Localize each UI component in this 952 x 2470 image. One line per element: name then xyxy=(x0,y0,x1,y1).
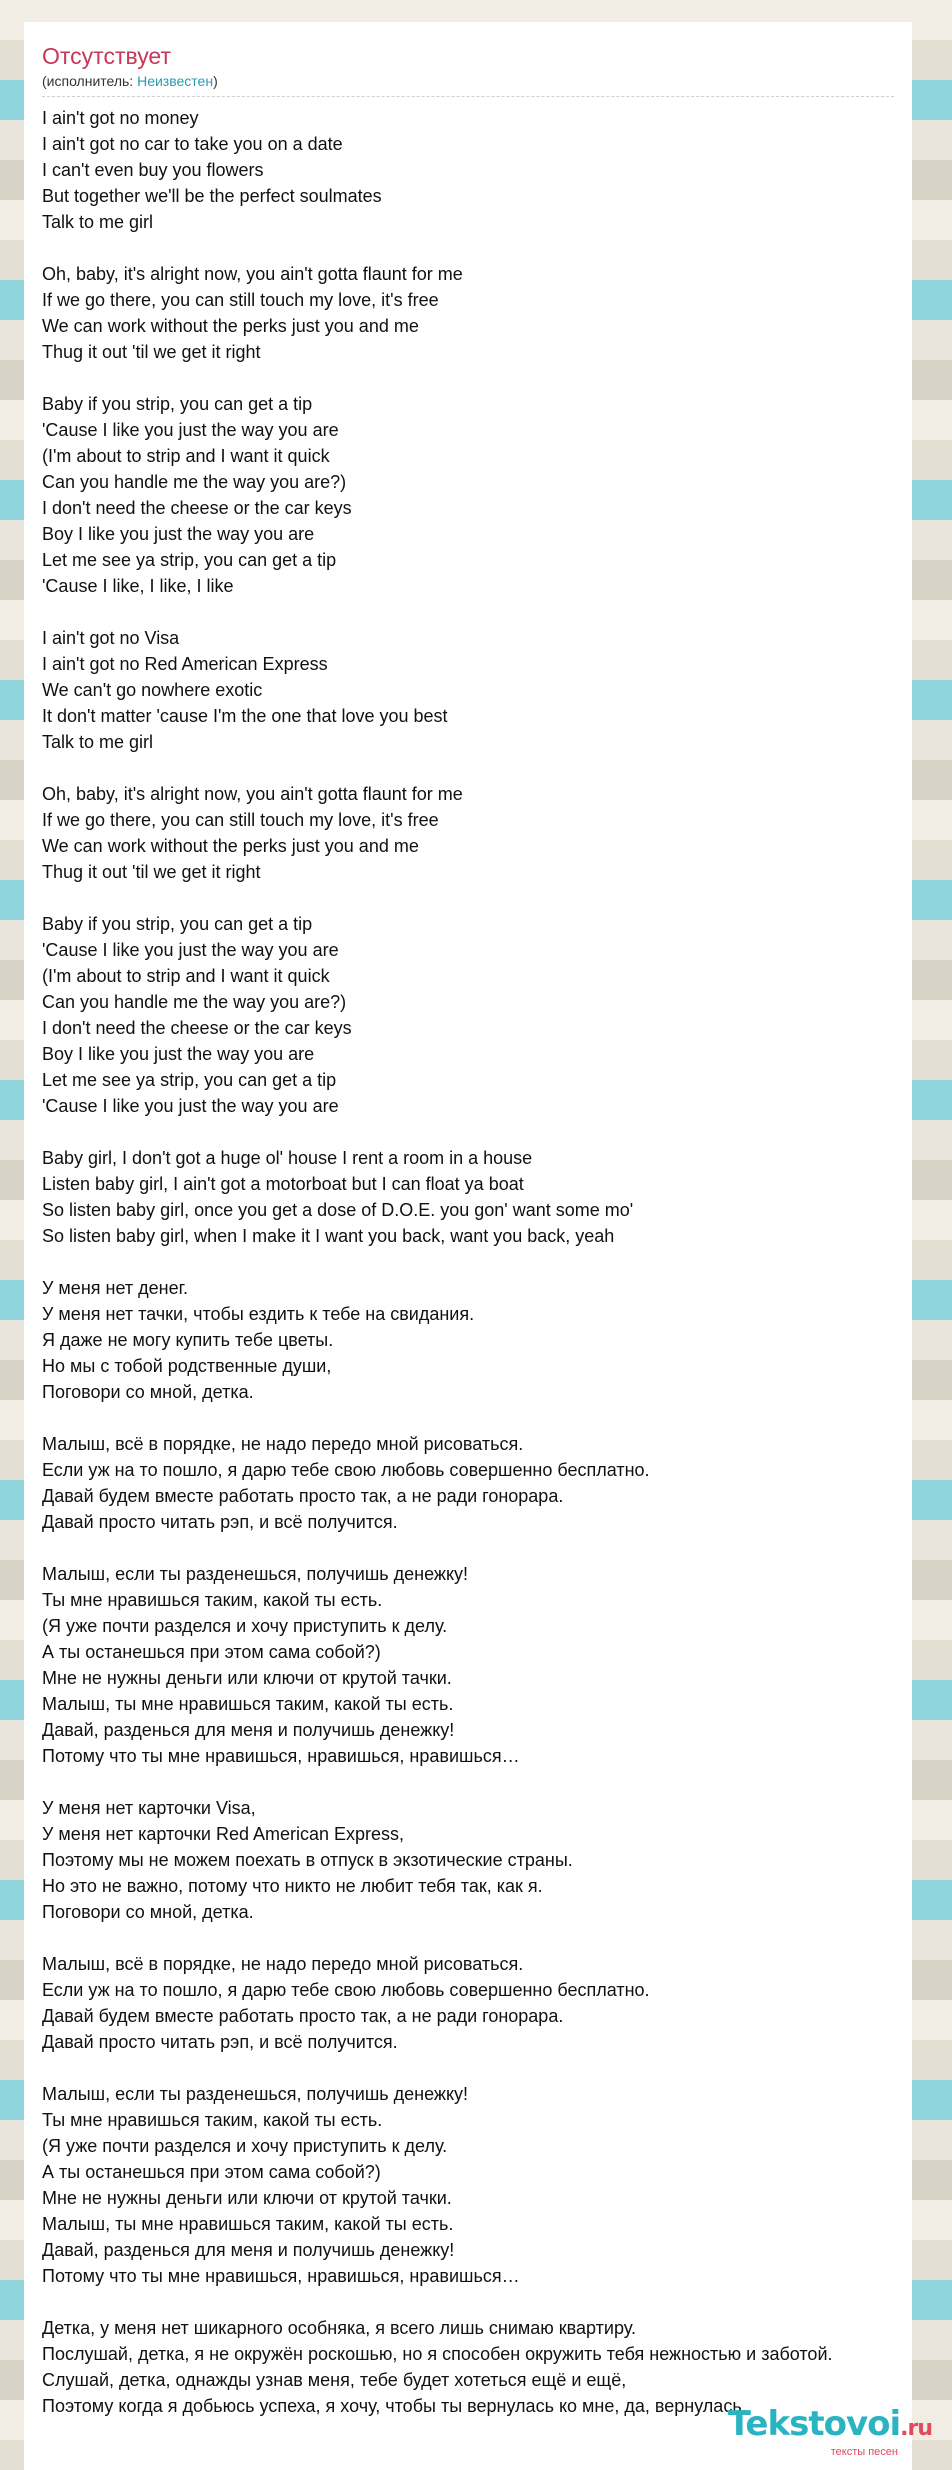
lyric-line: Мне не нужны деньги или ключи от крутой тачки. xyxy=(42,1668,452,1688)
lyric-stanza xyxy=(42,105,894,235)
lyric-line: We can work without the perks just you and me xyxy=(42,316,419,336)
lyric-line: А ты останешься при этом сама собой?) xyxy=(42,2162,381,2182)
lyric-line: But together we'll be the perfect soulmates xyxy=(42,186,382,206)
lyric-line: Детка, у меня нет шикарного особняка, я всего лишь снимаю квартиру. xyxy=(42,2318,636,2338)
lyric-stanza xyxy=(42,1795,894,1925)
song-title: Отсутствует xyxy=(42,43,171,69)
lyric-line: (Я уже почти разделся и хочу приступить к делу. xyxy=(42,2136,448,2156)
lyric-line: I ain't got no money xyxy=(42,108,199,128)
lyric-line: Потому что ты мне нравишься, нравишься, нравишься… xyxy=(42,2266,520,2286)
lyric-line: We can't go nowhere exotic xyxy=(42,680,263,700)
lyric-line: Давай просто читать рэп, и всё получится. xyxy=(42,1512,398,1532)
lyric-line: Поэтому когда я добьюсь успеха, я хочу, чтобы ты вернулась ко мне, да, вернулась. xyxy=(42,2396,747,2416)
lyric-line: So listen baby girl, when I make it I want you back, want you back, yeah xyxy=(42,1226,615,1246)
lyric-line: Малыш, всё в порядке, не надо передо мной рисоваться. xyxy=(42,1954,524,1974)
lyric-stanza xyxy=(42,1145,894,1249)
lyric-line: Если уж на то пошло, я дарю тебе свою любовь совершенно бесплатно. xyxy=(42,1980,650,2000)
lyric-line: Talk to me girl xyxy=(42,732,154,752)
lyric-line: (I'm about to strip and I want it quick xyxy=(42,966,330,986)
artist-link[interactable]: Неизвестен xyxy=(137,73,214,89)
lyric-stanza xyxy=(42,391,894,599)
lyric-line: I ain't got no Red American Express xyxy=(42,654,328,674)
lyric-stanza xyxy=(42,261,894,365)
lyric-line: У меня нет карточки Red American Express, xyxy=(42,1824,405,1844)
lyric-line: Oh, baby, it's alright now, you ain't gotta flaunt for me xyxy=(42,264,463,284)
lyric-line: Давай, разденься для меня и получишь денежку! xyxy=(42,1720,455,1740)
lyric-line: У меня нет тачки, чтобы ездить к тебе на свидания. xyxy=(42,1304,475,1324)
lyric-line: Поэтому мы не можем поехать в отпуск в экзотические страны. xyxy=(42,1850,573,1870)
artist-prefix: (исполнитель: xyxy=(42,73,138,89)
lyric-line: 'Cause I like you just the way you are xyxy=(42,940,339,960)
lyric-line: 'Cause I like, I like, I like xyxy=(42,576,234,596)
lyric-line: Малыш, ты мне нравишься таким, какой ты есть. xyxy=(42,2214,454,2234)
lyric-line: Ты мне нравишься таким, какой ты есть. xyxy=(42,2110,383,2130)
lyric-line: Ты мне нравишься таким, какой ты есть. xyxy=(42,1590,383,1610)
lyric-line: (I'm about to strip and I want it quick xyxy=(42,446,330,466)
lyric-line: Мне не нужны деньги или ключи от крутой тачки. xyxy=(42,2188,452,2208)
logo-tagline: тексты песен xyxy=(830,2446,898,2458)
lyric-line: It don't matter 'cause I'm the one that love you best xyxy=(42,706,448,726)
lyric-line: 'Cause I like you just the way you are xyxy=(42,1096,339,1116)
lyric-line: Thug it out 'til we get it right xyxy=(42,342,261,362)
lyric-line: I don't need the cheese or the car keys xyxy=(42,1018,352,1038)
lyric-line: I ain't got no Visa xyxy=(42,628,180,648)
lyric-stanza xyxy=(42,1431,894,1535)
lyrics-body xyxy=(42,105,894,2419)
lyric-line: Малыш, ты мне нравишься таким, какой ты есть. xyxy=(42,1694,454,1714)
divider xyxy=(42,96,894,97)
lyric-line: If we go there, you can still touch my love, it's free xyxy=(42,810,439,830)
lyric-line: Boy I like you just the way you are xyxy=(42,1044,315,1064)
artist-line xyxy=(42,72,894,90)
logo-wordmark xyxy=(727,2404,932,2446)
lyric-line: Потому что ты мне нравишься, нравишься, нравишься… xyxy=(42,1746,520,1766)
lyric-line: (Я уже почти разделся и хочу приступить к делу. xyxy=(42,1616,448,1636)
lyric-line: Thug it out 'til we get it right xyxy=(42,862,261,882)
lyric-line: I ain't got no car to take you on a date xyxy=(42,134,343,154)
lyric-line: Слушай, детка, однажды узнав меня, тебе будет хотеться ещё и ещё, xyxy=(42,2370,627,2390)
lyric-line: 'Cause I like you just the way you are xyxy=(42,420,339,440)
lyric-line: Baby if you strip, you can get a tip xyxy=(42,914,313,934)
lyric-line: А ты останешься при этом сама собой?) xyxy=(42,1642,381,1662)
lyric-line: Но это не важно, потому что никто не любит тебя так, как я. xyxy=(42,1876,543,1896)
lyric-line: Давай будем вместе работать просто так, а не ради гонорара. xyxy=(42,2006,564,2026)
lyric-line: If we go there, you can still touch my love, it's free xyxy=(42,290,439,310)
lyric-line: Talk to me girl xyxy=(42,212,154,232)
lyric-line: Can you handle me the way you are?) xyxy=(42,472,347,492)
lyric-stanza xyxy=(42,1275,894,1405)
lyric-line: Поговори со мной, детка. xyxy=(42,1382,254,1402)
lyrics-page xyxy=(24,22,912,2470)
lyric-line: Let me see ya strip, you can get a tip xyxy=(42,1070,337,1090)
lyric-stanza xyxy=(42,1561,894,1769)
lyric-line: I can't even buy you flowers xyxy=(42,160,264,180)
lyric-line: Baby if you strip, you can get a tip xyxy=(42,394,313,414)
lyric-line: Малыш, если ты разденешься, получишь денежку! xyxy=(42,1564,469,1584)
logo-tld: .ru xyxy=(900,2416,932,2441)
lyric-line: У меня нет карточки Visa, xyxy=(42,1798,256,1818)
lyric-line: Послушай, детка, я не окружён роскошью, но я способен окружить тебя нежностью и заботой. xyxy=(42,2344,833,2364)
lyric-line: We can work without the perks just you and me xyxy=(42,836,419,856)
lyric-line: Если уж на то пошло, я дарю тебе свою любовь совершенно бесплатно. xyxy=(42,1460,650,1480)
artist-suffix: ) xyxy=(213,73,218,89)
lyric-line: Can you handle me the way you are?) xyxy=(42,992,347,1012)
lyric-line: Поговори со мной, детка. xyxy=(42,1902,254,1922)
lyric-stanza xyxy=(42,781,894,885)
site-logo[interactable] xyxy=(727,2404,932,2458)
logo-name: Tekstovoi xyxy=(727,2404,901,2444)
lyric-line: Я даже не могу купить тебе цветы. xyxy=(42,1330,334,1350)
lyric-line: Oh, baby, it's alright now, you ain't gotta flaunt for me xyxy=(42,784,463,804)
lyric-line: Baby girl, I don't got a huge ol' house I rent a room in a house xyxy=(42,1148,533,1168)
lyric-stanza xyxy=(42,2081,894,2289)
lyric-line: Listen baby girl, I ain't got a motorboat but I can float ya boat xyxy=(42,1174,524,1194)
lyric-line: Малыш, всё в порядке, не надо передо мной рисоваться. xyxy=(42,1434,524,1454)
lyric-line: Let me see ya strip, you can get a tip xyxy=(42,550,337,570)
lyric-line: Давай просто читать рэп, и всё получится. xyxy=(42,2032,398,2052)
lyric-line: У меня нет денег. xyxy=(42,1278,188,1298)
lyric-line: Но мы с тобой родственные души, xyxy=(42,1356,332,1376)
lyric-line: Малыш, если ты разденешься, получишь денежку! xyxy=(42,2084,469,2104)
lyric-line: Boy I like you just the way you are xyxy=(42,524,315,544)
lyric-stanza xyxy=(42,1951,894,2055)
lyric-line: I don't need the cheese or the car keys xyxy=(42,498,352,518)
lyric-line: So listen baby girl, once you get a dose of D.O.E. you gon' want some mo' xyxy=(42,1200,634,1220)
lyric-stanza xyxy=(42,625,894,755)
lyric-line: Давай, разденься для меня и получишь денежку! xyxy=(42,2240,455,2260)
lyric-line: Давай будем вместе работать просто так, а не ради гонорара. xyxy=(42,1486,564,1506)
lyric-stanza xyxy=(42,911,894,1119)
